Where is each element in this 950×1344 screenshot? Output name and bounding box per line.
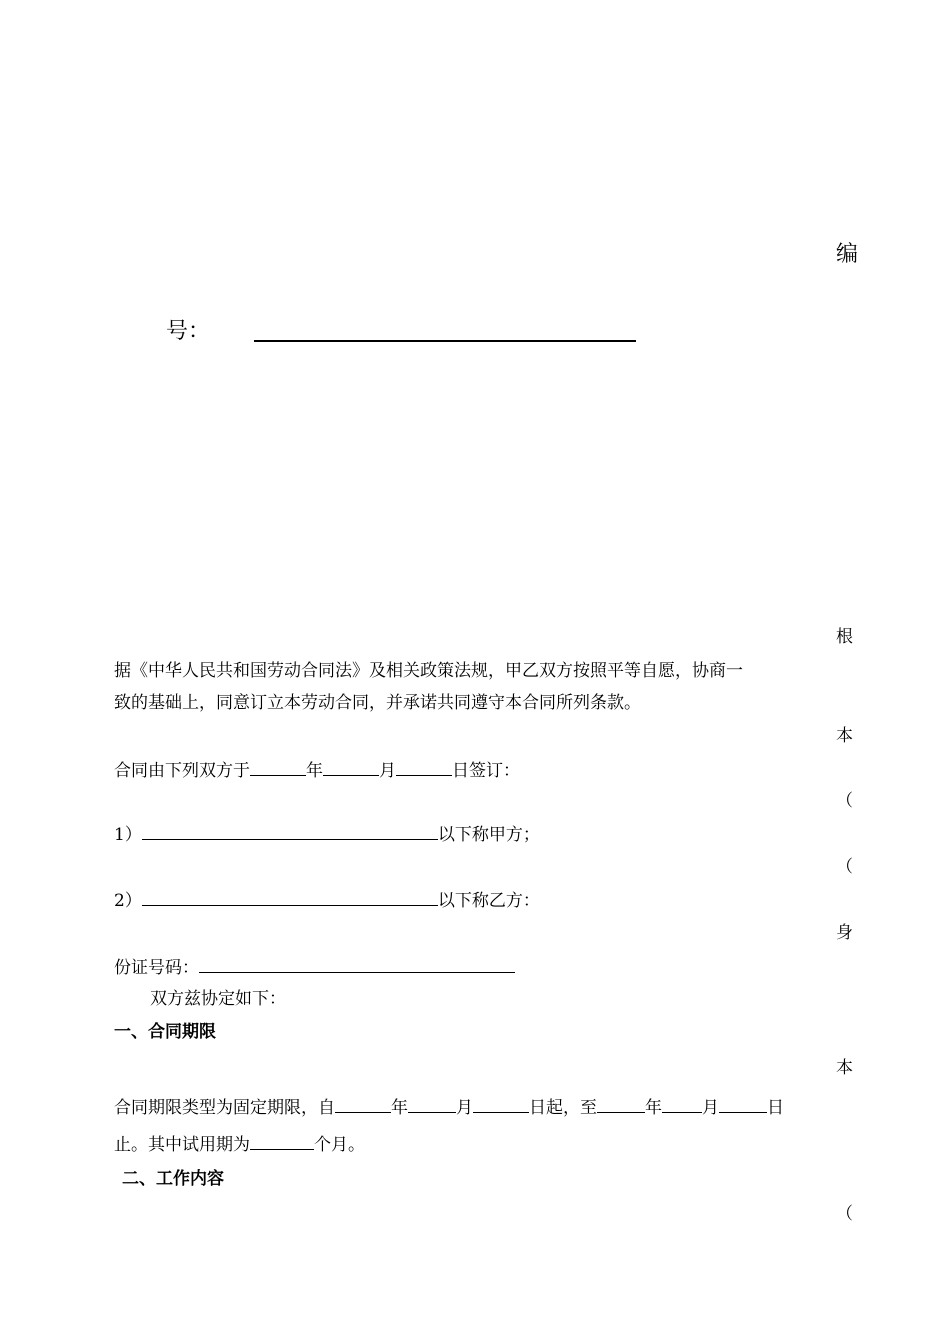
sign-year-blank[interactable] <box>250 759 306 776</box>
end-month-blank[interactable] <box>662 1096 702 1113</box>
section-1-tail: 本 <box>836 1058 853 1078</box>
end-year-label: 年 <box>645 1098 662 1118</box>
section-2-heading: 二、工作内容 <box>122 1169 224 1189</box>
end-year-blank[interactable] <box>597 1096 645 1113</box>
term-prefix: 合同期限类型为固定期限，自 <box>114 1098 335 1118</box>
probation-prefix: 止。其中试用期为 <box>114 1135 250 1155</box>
start-year-label: 年 <box>391 1098 408 1118</box>
start-year-blank[interactable] <box>335 1096 391 1113</box>
probation-months-blank[interactable] <box>250 1133 314 1150</box>
section-2-tail: （ <box>836 1204 853 1224</box>
probation-line <box>114 1133 365 1156</box>
probation-suffix: 个月。 <box>314 1135 365 1155</box>
party-a-name-blank[interactable] <box>142 823 438 840</box>
id-line-tail: 身 <box>836 923 853 943</box>
signing-date-line <box>114 759 520 782</box>
signing-line-tail: 本 <box>836 726 853 746</box>
serial-label-char-2: 号： <box>166 319 211 344</box>
start-month-blank[interactable] <box>408 1096 456 1113</box>
party-b-label: 以下称乙方： <box>437 891 540 911</box>
party-b-tail: （ <box>836 857 853 877</box>
id-number-label: 份证号码： <box>114 958 199 978</box>
party-b-index: 2） <box>114 891 142 911</box>
contract-term-line <box>114 1096 784 1119</box>
sign-month-label: 月 <box>379 761 396 781</box>
preamble-line-1: 据《中华人民共和国劳动合同法》及相关政策法规，甲乙双方按照平等自愿，协商一 <box>114 661 743 681</box>
id-number-blank[interactable] <box>199 956 515 973</box>
end-month-label: 月 <box>702 1098 719 1118</box>
party-a-index: 1） <box>114 825 142 845</box>
section-1-heading: 一、合同期限 <box>114 1022 216 1042</box>
start-day-label: 日起，至 <box>529 1098 597 1118</box>
party-a-tail: （ <box>836 791 853 811</box>
id-number-line <box>114 956 515 979</box>
party-a-label: 以下称甲方； <box>437 825 540 845</box>
preamble-line-tail: 根 <box>836 627 853 647</box>
sign-year-label: 年 <box>306 761 323 781</box>
preamble-line-2: 致的基础上，同意订立本劳动合同，并承诺共同遵守本合同所列条款。 <box>114 693 641 713</box>
agreement-intro: 双方兹协定如下： <box>150 989 286 1009</box>
party-b-line <box>114 889 540 912</box>
sign-day-blank[interactable] <box>396 759 452 776</box>
serial-label-char-1: 编 <box>836 242 859 267</box>
sign-month-blank[interactable] <box>323 759 379 776</box>
party-a-line <box>114 823 540 846</box>
party-b-name-blank[interactable] <box>142 889 438 906</box>
start-month-label: 月 <box>456 1098 473 1118</box>
end-day-label: 日 <box>767 1098 784 1118</box>
end-day-blank[interactable] <box>719 1096 767 1113</box>
start-day-blank[interactable] <box>473 1096 529 1113</box>
sign-day-label: 日签订： <box>452 761 520 781</box>
signing-prefix: 合同由下列双方于 <box>114 761 250 781</box>
serial-number-blank[interactable] <box>254 340 636 342</box>
